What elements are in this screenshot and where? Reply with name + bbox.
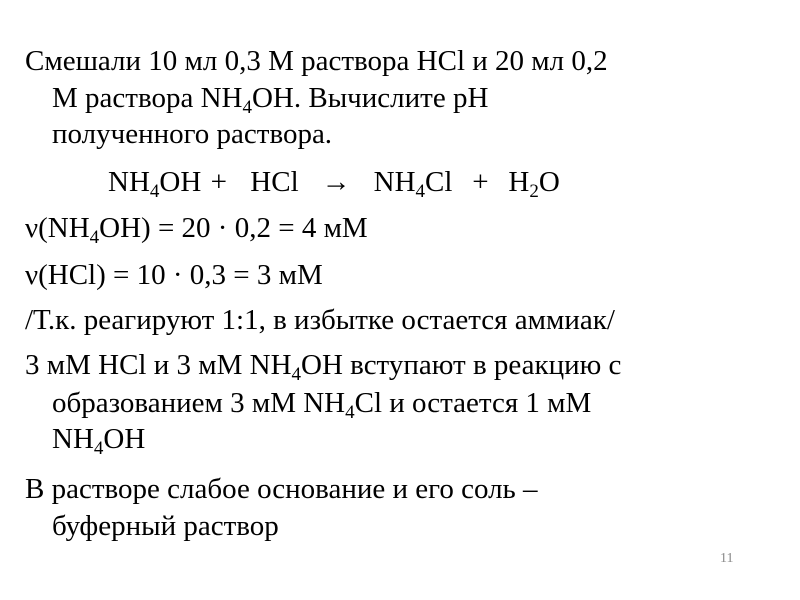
problem-line-3 — [52, 115, 332, 153]
equation-plus: + — [210, 166, 227, 198]
problem-text-1: Смешали 10 мл 0,3 М раствора HCl и 20 мл 0,2 — [25, 45, 608, 77]
subscript: 4 — [242, 97, 252, 118]
equation-text: OH — [159, 166, 202, 198]
subscript: 4 — [149, 181, 160, 202]
problem-text-3: полученного раствора. — [52, 118, 333, 150]
excess-note — [25, 301, 615, 339]
subscript: 4 — [345, 402, 355, 423]
reaction-text-line-2 — [52, 384, 591, 422]
conclusion-line-2 — [52, 507, 279, 545]
equation-arrow: → — [321, 166, 351, 198]
equation-text: H — [508, 166, 530, 198]
calc-text: ν(NH — [25, 212, 90, 244]
problem-line-1 — [25, 42, 608, 80]
calc-hcl — [25, 256, 323, 294]
reaction-text: OH вступают в реакцию с — [301, 349, 622, 381]
subscript: 4 — [291, 364, 302, 385]
calc-hcl-text: ν(HCl) = 10 · 0,3 = 3 мМ — [25, 259, 323, 291]
problem-text-2b: OH. Вычислите pH — [251, 82, 489, 114]
conclusion-text-2: буферный раствор — [52, 510, 279, 542]
equation-product-2 — [508, 166, 560, 202]
reaction-text: образованием 3 мМ NH — [52, 387, 346, 419]
reaction-text-line-3 — [52, 420, 145, 458]
excess-note-text: /Т.к. реагируют 1:1, в избытке остается аммиак/ — [25, 304, 615, 336]
problem-text-2a: М раствора NH — [52, 82, 243, 114]
equation-product-1 — [373, 166, 453, 202]
reaction-text: OH — [103, 423, 146, 455]
subscript: 4 — [89, 227, 100, 248]
reaction-text: Cl и остается 1 мМ — [354, 387, 592, 419]
equation-plus: + — [472, 166, 489, 198]
calc-text: OH) = 20 · 0,2 = 4 мМ — [99, 212, 368, 244]
reaction-text: 3 мМ HCl и 3 мМ NH — [25, 349, 292, 381]
subscript: 4 — [93, 438, 104, 459]
calc-nh4oh — [25, 209, 368, 247]
reaction-text-line-1 — [25, 346, 621, 384]
equation-text: NH — [108, 166, 150, 198]
equation-text: O — [538, 166, 560, 198]
subscript: 2 — [529, 181, 539, 202]
reaction-equation — [108, 163, 560, 201]
problem-line-2 — [52, 79, 488, 117]
page-number: 11 — [720, 551, 734, 566]
equation-reactant-2: HCl — [250, 166, 299, 198]
equation-text: NH — [373, 166, 416, 198]
reaction-text: NH — [52, 423, 94, 455]
equation-reactant-1 — [108, 166, 202, 202]
equation-text: Cl — [425, 166, 453, 198]
conclusion-line-1 — [25, 470, 538, 508]
conclusion-text-1: В растворе слабое основание и его соль – — [25, 473, 538, 505]
subscript: 4 — [415, 181, 426, 202]
